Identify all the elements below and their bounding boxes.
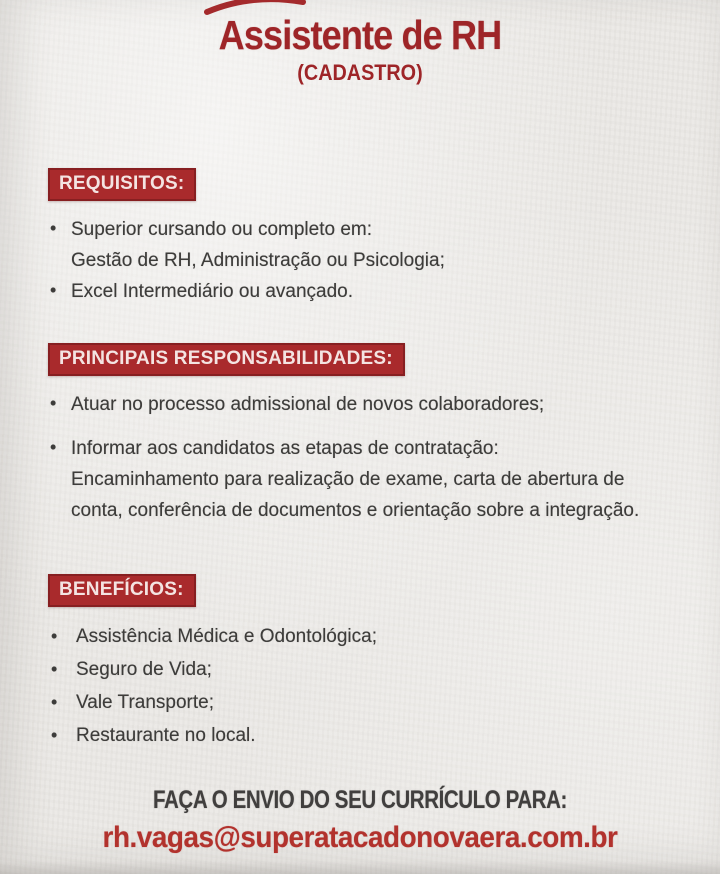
section-principais-responsabilidades bbox=[48, 343, 690, 526]
sections-container bbox=[48, 168, 690, 752]
list-item-text: Vale Transporte; bbox=[76, 692, 215, 713]
bullet-icon: • bbox=[50, 218, 57, 238]
list-item bbox=[48, 276, 690, 307]
list-item bbox=[48, 719, 690, 752]
bullet-icon: • bbox=[50, 393, 57, 413]
list-item-text: Seguro de Vida; bbox=[76, 659, 212, 680]
list-item bbox=[48, 389, 690, 420]
section-heading: REQUISITOS: bbox=[48, 168, 196, 201]
bullet-icon: • bbox=[50, 280, 57, 300]
page-subtitle: (CADASTRO) bbox=[297, 60, 423, 85]
section-beneficios bbox=[48, 574, 690, 752]
list-item bbox=[48, 686, 690, 719]
section-item-list bbox=[48, 214, 690, 307]
list-item bbox=[48, 214, 690, 276]
contact-email: rh.vagas@superatacadonovaera.com.br bbox=[102, 821, 618, 854]
section-requisitos bbox=[48, 168, 690, 307]
list-item bbox=[48, 433, 690, 526]
section-item-list bbox=[48, 389, 690, 526]
bullet-icon: • bbox=[51, 626, 58, 646]
list-item bbox=[48, 653, 690, 686]
list-item bbox=[48, 620, 690, 653]
list-item-text: Assistência Médica e Odontológica; bbox=[76, 626, 377, 647]
section-heading: BENEFÍCIOS: bbox=[48, 574, 196, 607]
cta-text: FAÇA O ENVIO DO SEU CURRÍCULO PARA: bbox=[153, 786, 567, 814]
bullet-icon: • bbox=[51, 692, 58, 712]
section-item-list bbox=[48, 620, 690, 752]
list-item-text: Atuar no processo admissional de novos colaboradores; bbox=[71, 394, 545, 415]
page-title: Assistente de RH bbox=[218, 12, 502, 58]
list-item-text: Excel Intermediário ou avançado. bbox=[71, 281, 353, 302]
list-item-text: Superior cursando ou completo em: Gestão de RH, Administração ou Psicologia; bbox=[71, 219, 445, 271]
section-heading: PRINCIPAIS RESPONSABILIDADES: bbox=[48, 343, 405, 376]
bullet-icon: • bbox=[51, 659, 58, 679]
footer bbox=[0, 786, 720, 855]
bullet-icon: • bbox=[50, 437, 57, 457]
photo-bottom-edge bbox=[0, 861, 720, 874]
list-item-text: Restaurante no local. bbox=[76, 725, 256, 746]
list-item-text: Informar aos candidatos as etapas de contratação: Encaminhamento para realização de exame, carta de abertura de conta, conferência de documentos e orientação sobre a integração. bbox=[71, 438, 640, 521]
bullet-icon: • bbox=[51, 725, 58, 745]
